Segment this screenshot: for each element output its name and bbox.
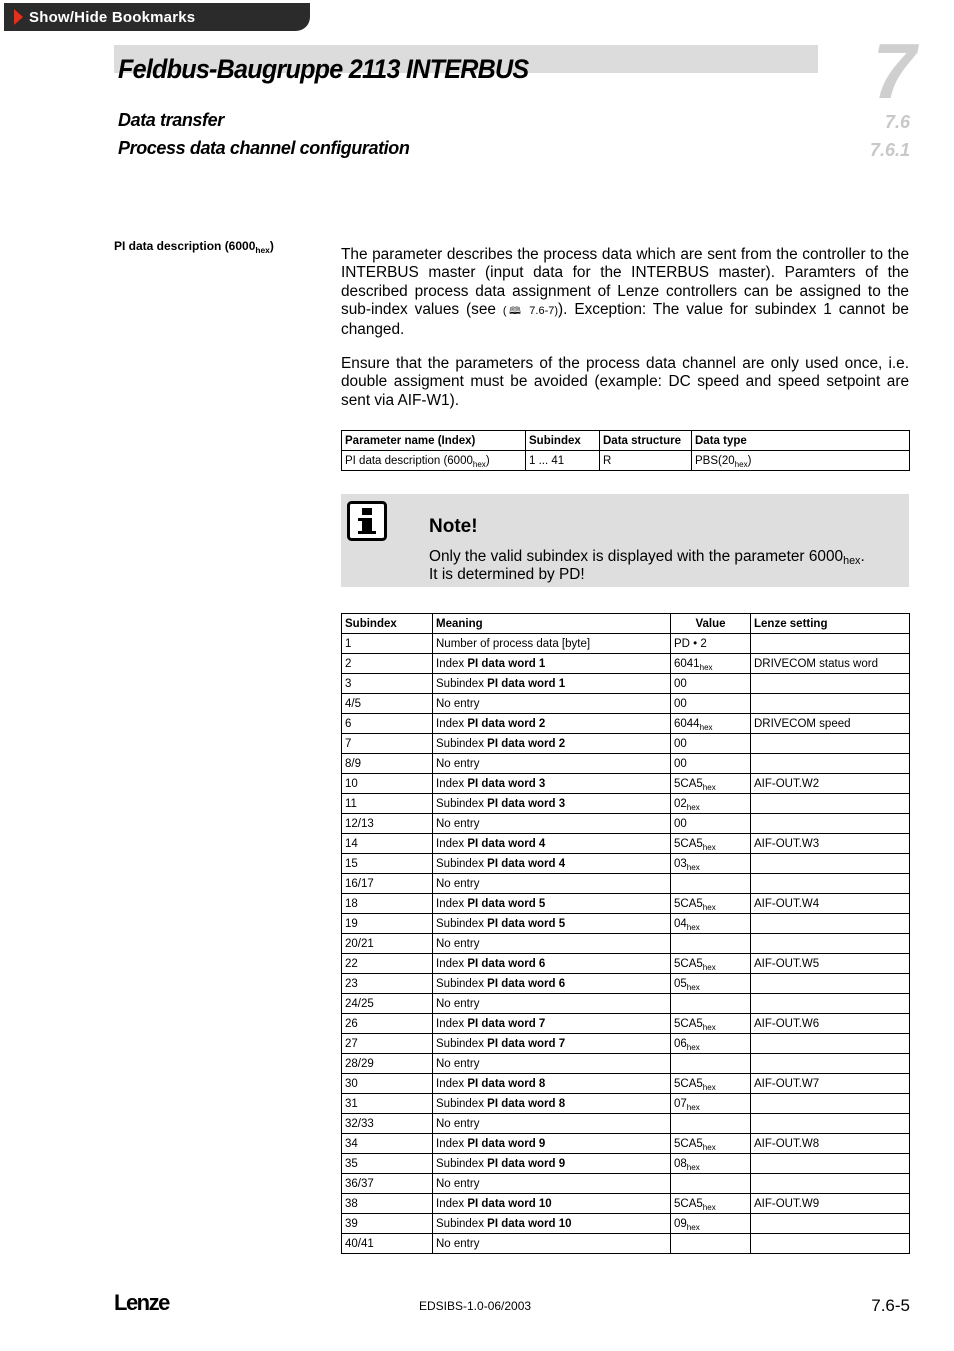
- section-title: Data transfer: [118, 110, 224, 130]
- table-row: [342, 1174, 910, 1194]
- meaning-cell: Subindex PI data word 3: [433, 794, 671, 814]
- lenze-setting-cell: DRIVECOM status word: [751, 654, 910, 674]
- meaning-cell: No entry: [433, 694, 671, 714]
- data-type-cell: $PBS(20_{hex})$: [692, 451, 910, 471]
- subindex-cell: 39: [342, 1214, 433, 1234]
- subindex-cell: 12/13: [342, 814, 433, 834]
- value-cell: [671, 1114, 751, 1134]
- meaning-cell: Index PI data word 3: [433, 774, 671, 794]
- subindex-cell: 15: [342, 854, 433, 874]
- table-row: [342, 1074, 910, 1094]
- table-row: [342, 794, 910, 814]
- table-row: [342, 894, 910, 914]
- meaning-cell: Subindex PI data word 5: [433, 914, 671, 934]
- meaning-cell: Index PI data word 7: [433, 1014, 671, 1034]
- meaning-cell: No entry: [433, 814, 671, 834]
- show-hide-bookmarks-button[interactable]: [4, 3, 310, 31]
- meaning-cell: Index PI data word 4: [433, 834, 671, 854]
- table-row: [342, 954, 910, 974]
- lenze-setting-cell: [751, 1034, 910, 1054]
- meaning-cell: Subindex PI data word 1: [433, 674, 671, 694]
- table-row: [342, 1094, 910, 1114]
- lenze-setting-cell: [751, 974, 910, 994]
- subindex-cell: 6: [342, 714, 433, 734]
- lenze-setting-cell: [751, 674, 910, 694]
- meaning-cell: Index PI data word 1: [433, 654, 671, 674]
- subindex-cell: 8/9: [342, 754, 433, 774]
- lenze-setting-cell: [751, 874, 910, 894]
- table-row: [342, 694, 910, 714]
- subindex-cell: 7: [342, 734, 433, 754]
- subsection-title: Process data channel configuration: [118, 138, 410, 158]
- usage-paragraph: Ensure that the parameters of the process data channel are only used once, i.e. double assigment must be avoided (example: DC speed and speed setpoint are sent via AIF-W1).: [341, 355, 909, 409]
- subindex-cell: 20/21: [342, 934, 433, 954]
- value-cell: $06_{hex}$: [671, 1034, 751, 1054]
- meaning-cell: Index PI data word 2: [433, 714, 671, 734]
- table-row: [342, 974, 910, 994]
- lenze-setting-cell: [751, 634, 910, 654]
- meaning-cell: No entry: [433, 754, 671, 774]
- subindex-cell: 23: [342, 974, 433, 994]
- meaning-cell: Index PI data word 10: [433, 1194, 671, 1214]
- value-cell: [671, 874, 751, 894]
- value-cell: $5CA5_{hex}$: [671, 1134, 751, 1154]
- lenze-setting-cell: AIF-OUT.W3: [751, 834, 910, 854]
- lenze-setting-cell: [751, 1114, 910, 1134]
- header-cell: Subindex: [526, 431, 600, 451]
- meaning-cell: No entry: [433, 994, 671, 1014]
- subindex-cell: 31: [342, 1094, 433, 1114]
- header-cell: Subindex: [342, 614, 433, 634]
- subindex-cell: 35: [342, 1154, 433, 1174]
- data-structure-cell: R: [600, 451, 692, 471]
- lenze-setting-cell: [751, 934, 910, 954]
- meaning-cell: Index PI data word 8: [433, 1074, 671, 1094]
- table-row: [342, 814, 910, 834]
- subindex-cell: 22: [342, 954, 433, 974]
- table-row: [342, 994, 910, 1014]
- table-row: [342, 1194, 910, 1214]
- lenze-setting-cell: [751, 1214, 910, 1234]
- header-cell: Data structure: [600, 431, 692, 451]
- meaning-cell: No entry: [433, 1054, 671, 1074]
- subindex-cell: 3: [342, 674, 433, 694]
- value-cell: $5CA5_{hex}$: [671, 954, 751, 974]
- table-row: [342, 714, 910, 734]
- value-cell: [671, 1234, 751, 1254]
- margin-heading: PI data description $(6000_{hex})$: [114, 239, 274, 255]
- header-cell: Parameter name (Index): [342, 431, 526, 451]
- header-cell: Lenze setting: [751, 614, 910, 634]
- table-row: [342, 754, 910, 774]
- lenze-setting-cell: [751, 914, 910, 934]
- meaning-cell: Subindex PI data word 10: [433, 1214, 671, 1234]
- meaning-cell: No entry: [433, 934, 671, 954]
- table-row: [342, 634, 910, 654]
- value-cell: $09_{hex}$: [671, 1214, 751, 1234]
- subindex-cell: 1 ... 41: [526, 451, 600, 471]
- parameter-table: [341, 430, 910, 471]
- value-cell: $03_{hex}$: [671, 854, 751, 874]
- table-row: [342, 1034, 910, 1054]
- subindex-cell: 16/17: [342, 874, 433, 894]
- meaning-cell: Subindex PI data word 7: [433, 1034, 671, 1054]
- table-row: [342, 734, 910, 754]
- value-cell: [671, 934, 751, 954]
- lenze-setting-cell: AIF-OUT.W4: [751, 894, 910, 914]
- value-cell: 00: [671, 814, 751, 834]
- table-row: [342, 874, 910, 894]
- subindex-cell: 36/37: [342, 1174, 433, 1194]
- subindex-cell: 4/5: [342, 694, 433, 714]
- meaning-cell: No entry: [433, 1174, 671, 1194]
- value-cell: $5CA5_{hex}$: [671, 834, 751, 854]
- header-cell: Meaning: [433, 614, 671, 634]
- lenze-setting-cell: [751, 754, 910, 774]
- subindex-cell: 40/41: [342, 1234, 433, 1254]
- note-box: [341, 494, 909, 587]
- value-cell: 00: [671, 674, 751, 694]
- meaning-cell: Subindex PI data word 2: [433, 734, 671, 754]
- value-cell: $05_{hex}$: [671, 974, 751, 994]
- value-cell: 00: [671, 734, 751, 754]
- lenze-setting-cell: AIF-OUT.W5: [751, 954, 910, 974]
- info-icon: [347, 501, 387, 541]
- lenze-setting-cell: [751, 1234, 910, 1254]
- note-text: Only the valid subindex is displayed with the parameter $6000_{hex}$. It is determined by PD!: [429, 548, 865, 583]
- note-title: Note!: [429, 516, 478, 537]
- lenze-setting-cell: AIF-OUT.W8: [751, 1134, 910, 1154]
- page-title: Feldbus-Baugruppe 2113 INTERBUS: [118, 54, 529, 84]
- table-row: [342, 451, 910, 471]
- table-row: [342, 1154, 910, 1174]
- value-cell: $08_{hex}$: [671, 1154, 751, 1174]
- header-cell: Value: [671, 614, 751, 634]
- parameter-name-cell: PI data description $(6000_{hex})$: [342, 451, 526, 471]
- value-cell: [671, 1054, 751, 1074]
- value-cell: $5CA5_{hex}$: [671, 894, 751, 914]
- value-cell: $02_{hex}$: [671, 794, 751, 814]
- subindex-cell: 34: [342, 1134, 433, 1154]
- lenze-setting-cell: AIF-OUT.W2: [751, 774, 910, 794]
- value-cell: $5CA5_{hex}$: [671, 1074, 751, 1094]
- value-cell: [671, 1174, 751, 1194]
- table-row: [342, 834, 910, 854]
- subindex-cell: 10: [342, 774, 433, 794]
- subindex-cell: 32/33: [342, 1114, 433, 1134]
- table-row: [342, 1014, 910, 1034]
- table-header-row: [342, 614, 910, 634]
- section-number: 7.6: [884, 112, 910, 132]
- page-number: 7.6-5: [871, 1296, 910, 1315]
- lenze-setting-cell: AIF-OUT.W6: [751, 1014, 910, 1034]
- table-row: [342, 1054, 910, 1074]
- value-cell: $5CA5_{hex}$: [671, 774, 751, 794]
- meaning-cell: Index PI data word 9: [433, 1134, 671, 1154]
- meaning-cell: Subindex PI data word 9: [433, 1154, 671, 1174]
- lenze-setting-cell: AIF-OUT.W7: [751, 1074, 910, 1094]
- table-row: [342, 854, 910, 874]
- value-cell: $5CA5_{hex}$: [671, 1194, 751, 1214]
- chapter-number: 7: [872, 27, 916, 115]
- table-row: [342, 1134, 910, 1154]
- value-cell: 00: [671, 694, 751, 714]
- value-cell: $6041_{hex}$: [671, 654, 751, 674]
- lenze-setting-cell: [751, 734, 910, 754]
- value-cell: 00: [671, 754, 751, 774]
- meaning-cell: Index PI data word 6: [433, 954, 671, 974]
- lenze-setting-cell: AIF-OUT.W9: [751, 1194, 910, 1214]
- lenze-setting-cell: [751, 1054, 910, 1074]
- value-cell: PD • 2: [671, 634, 751, 654]
- table-row: [342, 654, 910, 674]
- table-row: [342, 1234, 910, 1254]
- subindex-cell: 18: [342, 894, 433, 914]
- lenze-setting-cell: [751, 1094, 910, 1114]
- table-row: [342, 934, 910, 954]
- meaning-cell: Subindex PI data word 8: [433, 1094, 671, 1114]
- description-paragraph: The parameter describes the process data which are sent from the controller to the INTERBUS master (input data for the INTERBUS master). Paramters of the described process data assignment of Lenze controllers can be assigned to the sub-index values (see (🕮 7.6-7)). Exception: The value for subindex 1 cannot be changed.: [341, 246, 909, 339]
- table-row: [342, 914, 910, 934]
- lenze-setting-cell: [751, 1174, 910, 1194]
- value-cell: $5CA5_{hex}$: [671, 1014, 751, 1034]
- value-cell: $6044_{hex}$: [671, 714, 751, 734]
- book-icon: 🕮: [506, 305, 524, 317]
- triangle-right-icon: [14, 9, 23, 25]
- subindex-cell: 2: [342, 654, 433, 674]
- meaning-cell: Subindex PI data word 4: [433, 854, 671, 874]
- lenze-setting-cell: [751, 694, 910, 714]
- table-row: [342, 1114, 910, 1134]
- subsection-number: 7.6.1: [869, 140, 910, 160]
- lenze-setting-cell: DRIVECOM speed: [751, 714, 910, 734]
- lenze-setting-cell: [751, 1154, 910, 1174]
- subindex-cell: 38: [342, 1194, 433, 1214]
- table-row: [342, 774, 910, 794]
- subindex-cell: 30: [342, 1074, 433, 1094]
- subindex-cell: 14: [342, 834, 433, 854]
- page-reference[interactable]: (🕮 7.6-7): [502, 304, 559, 317]
- document-id: EDSIBS-1.0-06/2003: [419, 1299, 532, 1313]
- table-row: [342, 1214, 910, 1234]
- lenze-setting-cell: [751, 854, 910, 874]
- subindex-cell: 28/29: [342, 1054, 433, 1074]
- subindex-cell: 11: [342, 794, 433, 814]
- meaning-cell: Number of process data [byte]: [433, 634, 671, 654]
- table-row: [342, 674, 910, 694]
- value-cell: $07_{hex}$: [671, 1094, 751, 1114]
- bookmarks-button-label: Show/Hide Bookmarks: [29, 8, 196, 26]
- subindex-cell: 24/25: [342, 994, 433, 1014]
- table-header-row: [342, 431, 910, 451]
- meaning-cell: No entry: [433, 1114, 671, 1134]
- subindex-table: [341, 613, 910, 1254]
- value-cell: $04_{hex}$: [671, 914, 751, 934]
- subindex-cell: 19: [342, 914, 433, 934]
- subindex-cell: 1: [342, 634, 433, 654]
- lenze-setting-cell: [751, 994, 910, 1014]
- subindex-cell: 27: [342, 1034, 433, 1054]
- value-cell: [671, 994, 751, 1014]
- meaning-cell: No entry: [433, 874, 671, 894]
- lenze-logo: Lenze: [114, 1290, 169, 1315]
- meaning-cell: Subindex PI data word 6: [433, 974, 671, 994]
- meaning-cell: No entry: [433, 1234, 671, 1254]
- meaning-cell: Index PI data word 5: [433, 894, 671, 914]
- subindex-cell: 26: [342, 1014, 433, 1034]
- header-cell: Data type: [692, 431, 910, 451]
- lenze-setting-cell: [751, 794, 910, 814]
- lenze-setting-cell: [751, 814, 910, 834]
